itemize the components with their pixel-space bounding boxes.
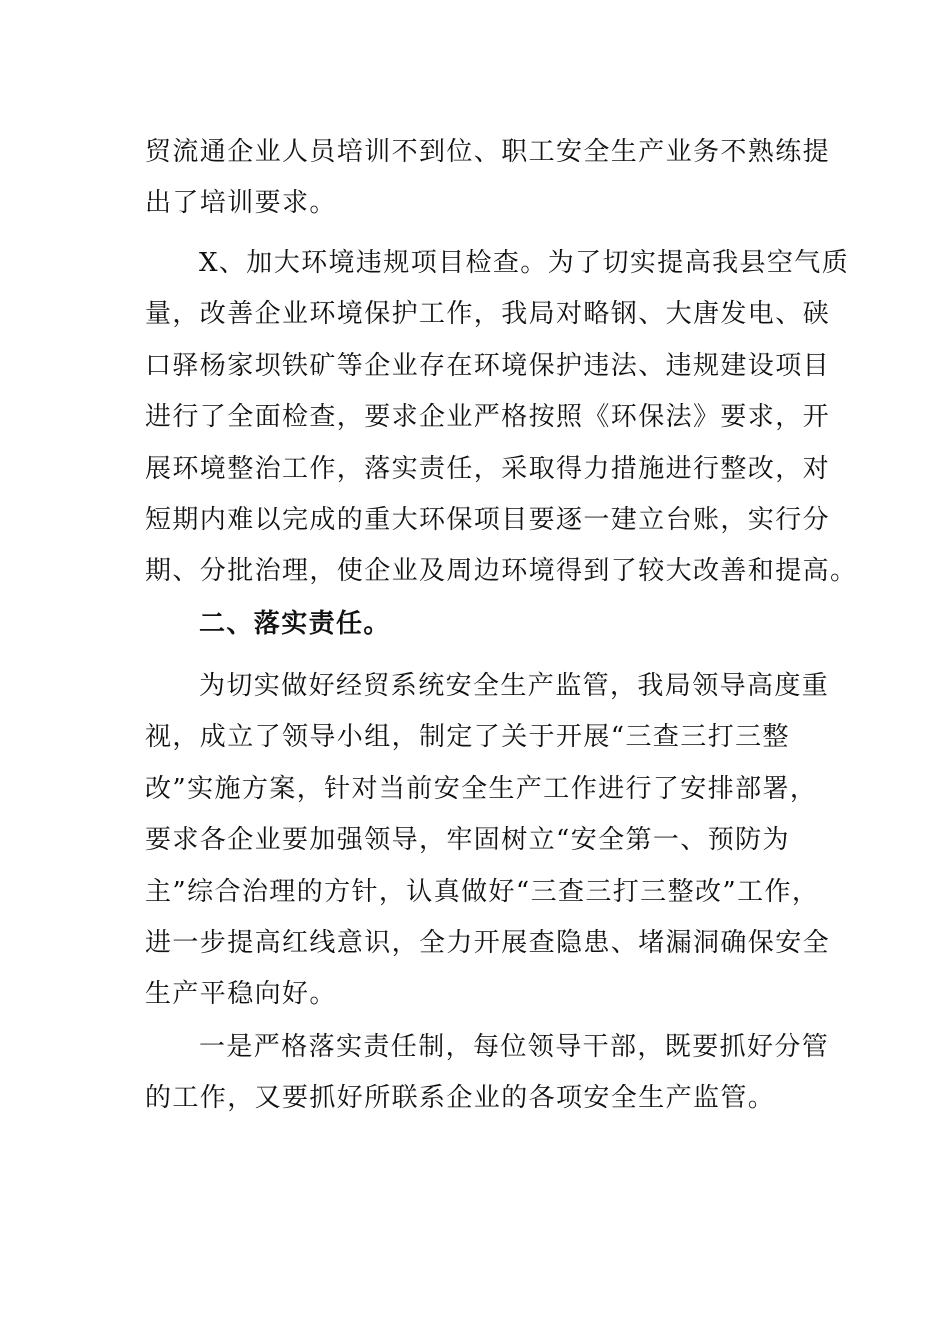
paragraph-environment-inspection bbox=[145, 238, 858, 598]
paragraph-line: 生产平稳向好。 bbox=[145, 979, 337, 1010]
paragraph-line: 主”综合治理的方针，认真做好“三查三打三整改”工作， bbox=[145, 876, 820, 907]
paragraph-line: 的工作，又要抓好所联系企业的各项安全生产监管。 bbox=[145, 1083, 776, 1114]
paragraph-line: 短期内难以完成的重大环保项目要逐一建立台账，实行分 bbox=[145, 504, 831, 535]
paragraph-line: 口驿杨家坝铁矿等企业存在环境保护违法、违规建设项目 bbox=[145, 350, 831, 381]
section-heading-text: 二、落实责任。 bbox=[199, 609, 391, 639]
paragraph-line: 改”实施方案，针对当前安全生产工作进行了安排部署， bbox=[145, 773, 818, 804]
paragraph-line: 贸流通企业人员培训不到位、职工安全生产业务不熟练提 bbox=[145, 137, 831, 167]
paragraph-responsibility-system bbox=[145, 1022, 830, 1125]
paragraph-line: 出了培训要求。 bbox=[145, 188, 337, 219]
paragraph-line: 期、分批治理，使企业及周边环境得到了较大改善和提高。 bbox=[145, 556, 858, 587]
section-heading bbox=[145, 599, 795, 650]
paragraph-responsibility bbox=[145, 661, 831, 1021]
paragraph-line: 展环境整治工作，落实责任，采取得力措施进行整改，对 bbox=[145, 453, 831, 484]
paragraph-line: X、加大环境违规项目检查。为了切实提高我县空气质 bbox=[199, 248, 850, 278]
paragraph-line: 一是严格落实责任制，每位领导干部，既要抓好分管 bbox=[199, 1032, 830, 1062]
paragraph-line: 为切实做好经贸系统安全生产监管，我局领导高度重 bbox=[199, 671, 830, 701]
paragraph-line: 进一步提高红线意识，全力开展查隐患、堵漏洞确保安全 bbox=[145, 927, 831, 958]
paragraph-line: 量，改善企业环境保护工作，我局对略钢、大唐发电、硖 bbox=[145, 299, 831, 330]
paragraph-line: 进行了全面检查，要求企业严格按照《环保法》要求，开 bbox=[145, 402, 831, 433]
paragraph-line: 要求各企业要加强领导，牢固树立“安全第一、预防为 bbox=[145, 825, 790, 856]
paragraph-training-requirements bbox=[145, 127, 831, 230]
paragraph-line: 视，成立了领导小组，制定了关于开展“三查三打三整 bbox=[145, 722, 790, 753]
